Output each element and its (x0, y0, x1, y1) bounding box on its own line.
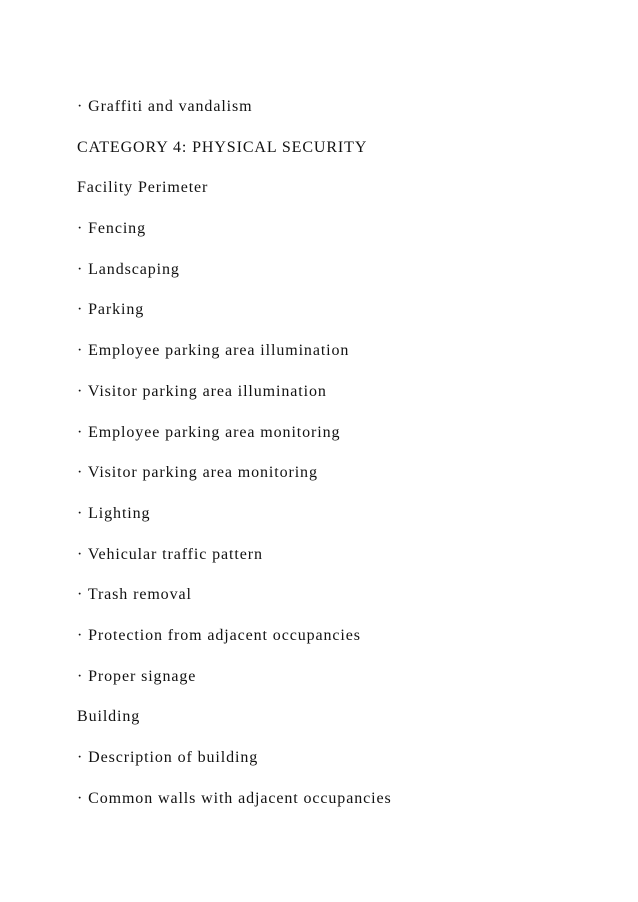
list-item-visitor-parking-illumination: · Visitor parking area illumination (77, 382, 327, 400)
list-item-common-walls: · Common walls with adjacent occupancies (77, 789, 392, 807)
section-heading-category-4: CATEGORY 4: PHYSICAL SECURITY (77, 138, 368, 156)
list-item-landscaping: · Landscaping (77, 260, 180, 278)
list-item-employee-parking-illumination: · Employee parking area illumination (77, 342, 350, 360)
subheading-building: Building (77, 708, 141, 726)
list-item-lighting: · Lighting (77, 504, 151, 522)
list-item-vehicular-traffic-pattern: · Vehicular traffic pattern (77, 545, 263, 563)
list-item-employee-parking-monitoring: · Employee parking area monitoring (77, 423, 341, 441)
list-item-graffiti-and-vandalism: · Graffiti and vandalism (77, 98, 253, 115)
list-item-description-of-building: · Description of building (77, 749, 259, 766)
list-item-proper-signage: · Proper signage (77, 667, 197, 685)
document-text (77, 96, 392, 828)
list-item-protection-adjacent-occupancies: · Protection from adjacent occupancies (77, 626, 361, 644)
subheading-facility-perimeter: Facility Perimeter (77, 179, 209, 197)
list-item-visitor-parking-monitoring: · Visitor parking area monitoring (77, 464, 318, 482)
list-item-fencing: · Fencing (77, 220, 146, 238)
list-item-parking: · Parking (77, 301, 145, 319)
list-item-trash-removal: · Trash removal (77, 586, 192, 604)
